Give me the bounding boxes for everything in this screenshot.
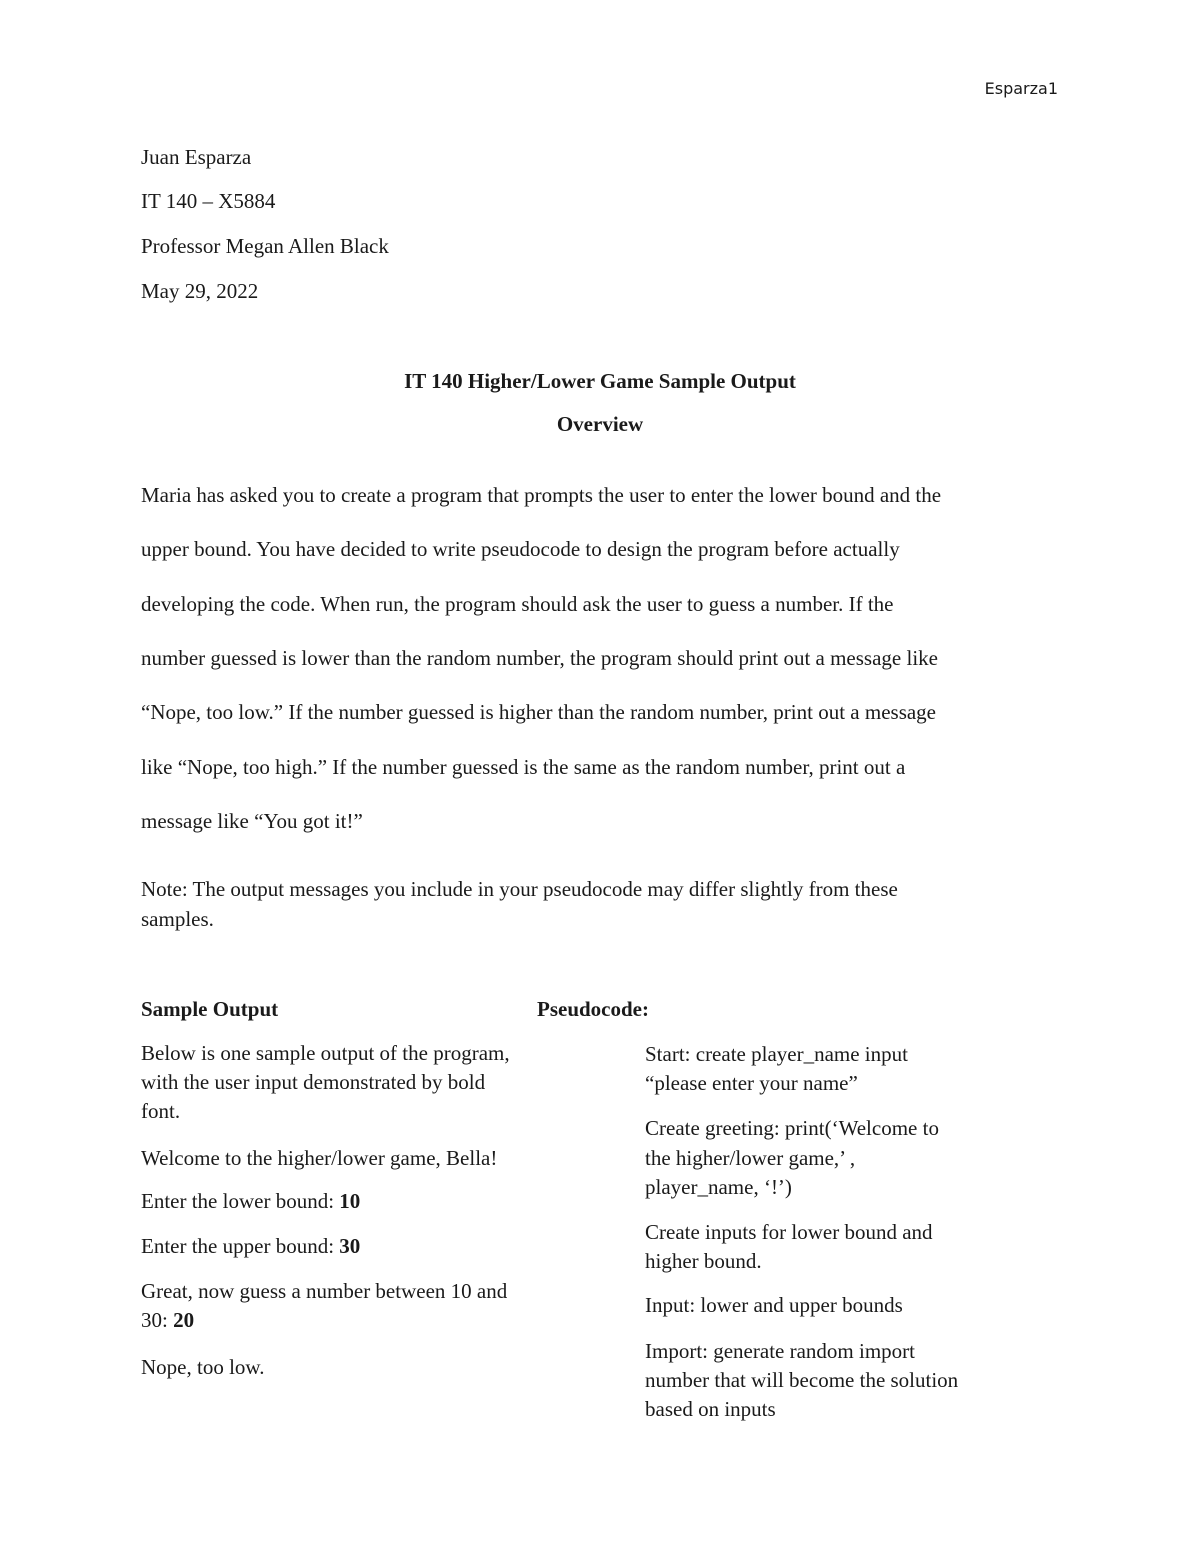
section-heading-overview: Overview [556, 412, 644, 436]
course-code: IT 140 – X5884 [141, 189, 276, 213]
paragraph-line: upper bound. You have decided to write pseudocode to design the program before actually [141, 537, 900, 561]
guess-line [141, 1307, 194, 1333]
intro-line: with the user input demonstrated by bold [141, 1070, 486, 1094]
paragraph-line: “Nope, too low.” If the number guessed is higher than the random number, print out a message [141, 700, 937, 724]
note-line: Note: The output messages you include in your pseudocode may differ slightly from these [141, 877, 898, 901]
pseudocode-line: “please enter your name” [645, 1071, 858, 1095]
document-title: IT 140 Higher/Lower Game Sample Output [404, 369, 796, 393]
pseudocode-line: based on inputs [645, 1397, 776, 1421]
date: May 29, 2022 [141, 279, 259, 303]
upper-value: 30 [339, 1234, 361, 1258]
paragraph-line: message like “You got it!” [141, 809, 363, 833]
pseudocode-line: Create greeting: print(‘Welcome to [645, 1116, 939, 1140]
sample-output-heading: Sample Output [141, 997, 279, 1021]
paragraph-line: developing the code. When run, the program should ask the user to guess a number. If the [141, 592, 894, 616]
intro-line: Below is one sample output of the program, [141, 1041, 510, 1065]
upper-bound-line [141, 1233, 360, 1259]
guess-value: 20 [173, 1308, 195, 1332]
pseudocode-line: the higher/lower game,’ , [645, 1146, 856, 1170]
welcome-line: Welcome to the higher/lower game, Bella! [141, 1146, 498, 1170]
pseudocode-line: higher bound. [645, 1249, 762, 1273]
page-header: Esparza1 [984, 79, 1058, 98]
note-line: samples. [141, 907, 214, 931]
author-name: Juan Esparza [141, 145, 252, 169]
pseudocode-line: Import: generate random import [645, 1339, 915, 1363]
pseudocode-line: player_name, ‘!’) [645, 1175, 792, 1199]
pseudocode-heading: Pseudocode: [537, 997, 649, 1021]
lower-bound-line [141, 1188, 360, 1214]
paragraph-line: like “Nope, too high.” If the number guessed is the same as the random number, print out a [141, 755, 906, 779]
professor-name: Professor Megan Allen Black [141, 234, 389, 258]
guess-prompt: 30: [141, 1308, 174, 1332]
pseudocode-line: number that will become the solution [645, 1368, 959, 1392]
paragraph-line: number guessed is lower than the random number, the program should print out a message like [141, 646, 938, 670]
pseudocode-line: Input: lower and upper bounds [645, 1293, 903, 1317]
intro-line: font. [141, 1099, 181, 1123]
paragraph-line: Maria has asked you to create a program that prompts the user to enter the lower bound and the [141, 483, 942, 507]
upper-prompt: Enter the upper bound: [141, 1234, 340, 1258]
lower-prompt: Enter the lower bound: [141, 1189, 340, 1213]
result-line: Nope, too low. [141, 1355, 265, 1379]
lower-value: 10 [339, 1189, 361, 1213]
pseudocode-line: Create inputs for lower bound and [645, 1220, 933, 1244]
guess-prompt-line: Great, now guess a number between 10 and [141, 1279, 508, 1303]
pseudocode-line: Start: create player_name input [645, 1042, 908, 1066]
